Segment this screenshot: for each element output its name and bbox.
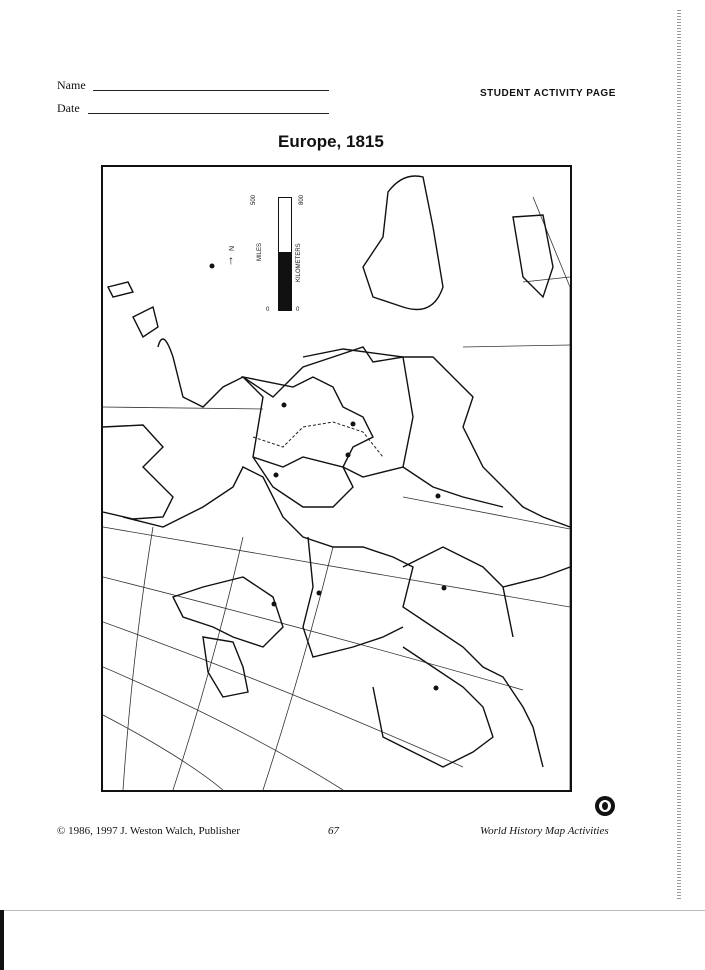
scan-corner <box>0 910 4 970</box>
scale-bar-fill <box>279 252 291 310</box>
miles-max: 500 <box>251 194 257 205</box>
date-label: Date <box>57 101 80 115</box>
europe-map <box>101 165 572 792</box>
miles-zero: 0 <box>266 307 270 313</box>
page-title: Europe, 1815 <box>278 132 384 151</box>
kilometers-label: KILOMETERS <box>296 243 302 282</box>
scale-bar <box>278 197 292 311</box>
km-zero: 0 <box>296 307 300 313</box>
student-activity-page-label: STUDENT ACTIVITY PAGE <box>480 88 616 99</box>
miles-label: MILES <box>257 242 264 262</box>
publisher-logo-icon <box>595 796 615 816</box>
map-outline <box>103 167 570 790</box>
coastlines <box>103 176 570 767</box>
page-number: 67 <box>328 825 339 837</box>
graticule <box>103 194 570 790</box>
name-line[interactable] <box>93 90 329 91</box>
copyright: © 1986, 1997 J. Weston Walch, Publisher <box>57 825 241 837</box>
date-line[interactable] <box>88 113 329 114</box>
north-label: N <box>229 245 237 252</box>
name-label: Name <box>57 78 86 92</box>
page-bottom-edge <box>0 910 705 911</box>
dashed-borders <box>253 422 383 457</box>
north-arrow-icon: ↑ <box>228 253 234 267</box>
km-max: 800 <box>299 194 305 205</box>
book-title: World History Map Activities <box>480 825 609 837</box>
scan-edge <box>677 10 681 900</box>
capital-dots <box>210 264 447 691</box>
